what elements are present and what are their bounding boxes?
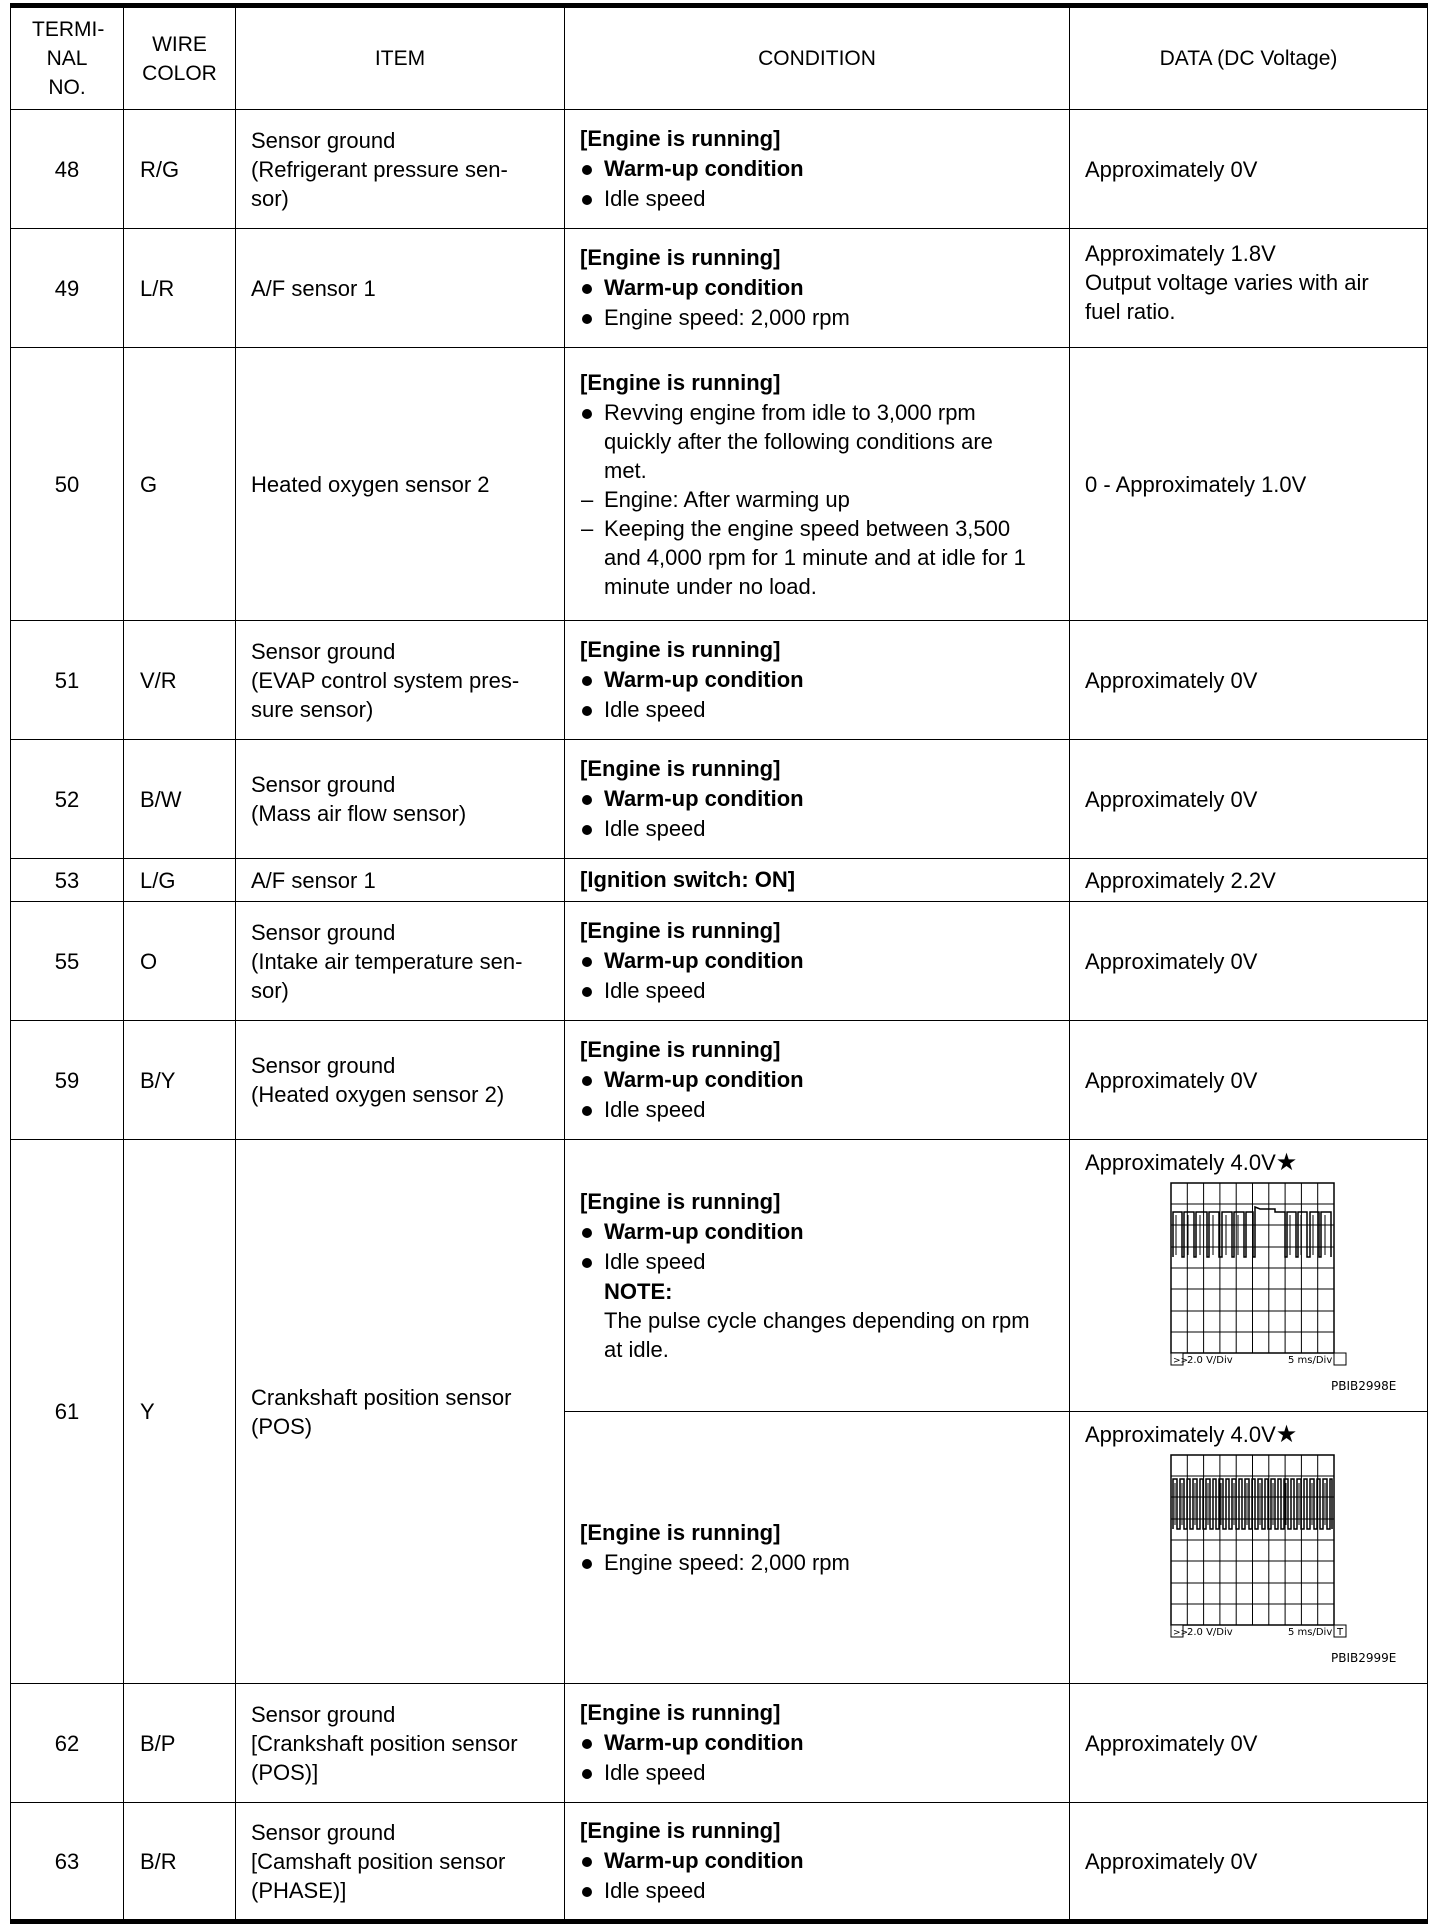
item-line: Sensor ground bbox=[251, 1701, 396, 1727]
bullet-line: quickly after the following conditions are bbox=[604, 428, 993, 454]
terminal-no: 63 bbox=[11, 1803, 124, 1922]
condition-cell bbox=[565, 621, 1070, 740]
data-value: Approximately 0V bbox=[1085, 786, 1258, 812]
scope-footer bbox=[1171, 1625, 1396, 1664]
item-line: (PHASE)] bbox=[251, 1877, 347, 1903]
item-line: Sensor ground bbox=[251, 919, 396, 945]
note-line: at idle. bbox=[604, 1337, 669, 1362]
voltage-text: Approximately 4.0V bbox=[1085, 1150, 1276, 1175]
dash-item: – Engine: After warming up bbox=[580, 485, 1059, 514]
header-condition: CONDITION bbox=[565, 6, 1070, 110]
scope-time-label: 5 ms/Div bbox=[1288, 1355, 1333, 1366]
pulse-trace bbox=[1173, 1479, 1332, 1529]
note bbox=[580, 1277, 1059, 1364]
item-cell bbox=[236, 621, 565, 740]
terminal-data-table bbox=[10, 3, 1428, 1924]
data-value: Approximately 1.8V bbox=[1085, 241, 1276, 266]
condition-title: [Engine is running] bbox=[580, 1700, 781, 1725]
item-cell bbox=[236, 859, 565, 902]
item-line: Sensor ground bbox=[251, 1819, 396, 1845]
data-cell bbox=[1070, 1140, 1428, 1412]
condition-cell bbox=[565, 110, 1070, 229]
oscilloscope-waveform-2000rpm bbox=[1085, 1449, 1417, 1664]
data-cell bbox=[1070, 621, 1428, 740]
bullet-item: Idle speed bbox=[580, 1876, 1059, 1906]
table-row bbox=[11, 859, 1428, 902]
dash-line: and 4,000 rpm for 1 minute and at idle for 1 bbox=[604, 544, 1026, 570]
data-cell bbox=[1070, 1412, 1428, 1684]
wire-color: R/G bbox=[124, 110, 236, 229]
scope-grid bbox=[1171, 1183, 1334, 1353]
data-cell bbox=[1070, 859, 1428, 902]
table-row bbox=[11, 1140, 1428, 1412]
data-cell bbox=[1070, 902, 1428, 1021]
item-line: sor) bbox=[251, 185, 289, 211]
bullet-item: Idle speed bbox=[580, 1095, 1059, 1125]
data-value: Output voltage varies with air bbox=[1085, 270, 1369, 295]
bullet-line: Revving engine from idle to 3,000 rpm bbox=[604, 399, 976, 425]
condition-cell bbox=[565, 1412, 1070, 1684]
wire-color: B/W bbox=[124, 740, 236, 859]
condition-title: [Engine is running] bbox=[580, 126, 781, 151]
svg-text:>>: >> bbox=[1173, 1628, 1189, 1638]
table-row bbox=[11, 740, 1428, 859]
note-label: NOTE: bbox=[604, 1279, 673, 1304]
bullet-item: Idle speed bbox=[580, 184, 1059, 214]
item-line: (POS) bbox=[251, 1413, 313, 1439]
scope-volt-label: 2.0 V/Div bbox=[1187, 1627, 1233, 1638]
bullet-item: Idle speed bbox=[580, 1758, 1059, 1788]
wire-color: B/R bbox=[124, 1803, 236, 1922]
item-line: (Heated oxygen sensor 2) bbox=[251, 1082, 505, 1107]
table-row bbox=[11, 621, 1428, 740]
item-line: Sensor ground bbox=[251, 1053, 396, 1078]
wire-color: G bbox=[124, 348, 236, 621]
bullet-line: met. bbox=[604, 457, 647, 483]
wire-color: Y bbox=[124, 1140, 236, 1684]
wire-color: B/P bbox=[124, 1684, 236, 1803]
bullet-item: Warm-up condition bbox=[580, 1728, 1059, 1758]
item-line: Crankshaft position sensor bbox=[251, 1384, 512, 1410]
data-value: Approximately 0V bbox=[1085, 667, 1258, 693]
item-line: A/F sensor 1 bbox=[251, 867, 376, 893]
star-icon: ★ bbox=[1275, 1149, 1298, 1176]
bullet-item: Idle speed bbox=[580, 814, 1059, 844]
terminal-no: 59 bbox=[11, 1021, 124, 1140]
waveform-figure bbox=[1085, 1177, 1425, 1392]
bullet-item: Warm-up condition bbox=[580, 154, 1059, 184]
condition-cell bbox=[565, 902, 1070, 1021]
dash-item bbox=[580, 514, 1059, 601]
terminal-no: 55 bbox=[11, 902, 124, 1021]
table-row bbox=[11, 348, 1428, 621]
header-row bbox=[11, 6, 1428, 110]
terminal-no: 53 bbox=[11, 859, 124, 902]
data-value bbox=[1085, 1148, 1417, 1177]
data-value: 0 - Approximately 1.0V bbox=[1085, 471, 1307, 497]
data-cell bbox=[1070, 1021, 1428, 1140]
data-value: Approximately 2.2V bbox=[1085, 867, 1276, 893]
table-row bbox=[11, 1684, 1428, 1803]
bullet-item: Warm-up condition bbox=[580, 1217, 1059, 1247]
condition-cell bbox=[565, 1803, 1070, 1922]
terminal-no: 62 bbox=[11, 1684, 124, 1803]
item-line: (POS)] bbox=[251, 1759, 319, 1785]
condition-title: [Engine is running] bbox=[580, 245, 781, 270]
header-data: DATA (DC Voltage) bbox=[1070, 6, 1428, 110]
item-line: Heated oxygen sensor 2 bbox=[251, 471, 490, 497]
data-value: fuel ratio. bbox=[1085, 299, 1176, 324]
terminal-no: 49 bbox=[11, 229, 124, 348]
condition-title: [Engine is running] bbox=[580, 918, 781, 943]
condition-title: [Engine is running] bbox=[580, 1037, 781, 1062]
item-line: sor) bbox=[251, 977, 289, 1003]
condition-cell bbox=[565, 348, 1070, 621]
item-cell bbox=[236, 110, 565, 229]
condition-cell bbox=[565, 859, 1070, 902]
condition-cell bbox=[565, 1140, 1070, 1412]
bullet-item: Warm-up condition bbox=[580, 273, 1059, 303]
item-line: Sensor ground bbox=[251, 772, 396, 797]
condition-cell bbox=[565, 740, 1070, 859]
item-cell bbox=[236, 229, 565, 348]
scope-time-label: 5 ms/Div bbox=[1288, 1627, 1333, 1638]
terminal-no: 51 bbox=[11, 621, 124, 740]
data-cell bbox=[1070, 740, 1428, 859]
item-cell bbox=[236, 740, 565, 859]
bullet-item: Warm-up condition bbox=[580, 946, 1059, 976]
condition-title: [Engine is running] bbox=[580, 1189, 781, 1214]
bullet-item: Idle speed bbox=[580, 695, 1059, 725]
item-cell bbox=[236, 1684, 565, 1803]
condition-title: [Engine is running] bbox=[580, 1818, 781, 1843]
scope-trigger-label: T bbox=[1337, 1627, 1344, 1638]
bullet-item: Warm-up condition bbox=[580, 1846, 1059, 1876]
condition-title: [Engine is running] bbox=[580, 1519, 781, 1545]
data-value: Approximately 0V bbox=[1085, 1730, 1258, 1756]
data-value: Approximately 0V bbox=[1085, 948, 1258, 974]
note-line: The pulse cycle changes depending on rpm bbox=[604, 1308, 1030, 1333]
scope-footer bbox=[1171, 1353, 1396, 1392]
bullet-item: Idle speed bbox=[580, 976, 1059, 1006]
header-wire-color: WIRE COLOR bbox=[124, 6, 236, 110]
condition-cell bbox=[565, 1684, 1070, 1803]
bullet-item: Engine speed: 2,000 rpm bbox=[580, 303, 1059, 333]
figure-id: PBIB2998E bbox=[1331, 1379, 1397, 1392]
item-line: (Refrigerant pressure sen- bbox=[251, 156, 508, 182]
item-line: [Camshaft position sensor bbox=[251, 1848, 506, 1874]
data-value bbox=[1085, 1420, 1417, 1449]
figure-id: PBIB2999E bbox=[1331, 1651, 1397, 1664]
table-row bbox=[11, 902, 1428, 1021]
item-cell bbox=[236, 1140, 565, 1684]
svg-text:>>: >> bbox=[1173, 1356, 1189, 1366]
terminal-no: 48 bbox=[11, 110, 124, 229]
data-cell bbox=[1070, 229, 1428, 348]
item-cell bbox=[236, 902, 565, 1021]
bullet-item: Warm-up condition bbox=[580, 784, 1059, 814]
terminal-no: 50 bbox=[11, 348, 124, 621]
bullet-item: Engine speed: 2,000 rpm bbox=[580, 1548, 1059, 1578]
table-row bbox=[11, 1021, 1428, 1140]
wire-color: B/Y bbox=[124, 1021, 236, 1140]
wire-color: O bbox=[124, 902, 236, 1021]
condition-cell bbox=[565, 1021, 1070, 1140]
data-cell bbox=[1070, 110, 1428, 229]
wire-color: L/R bbox=[124, 229, 236, 348]
terminal-no: 52 bbox=[11, 740, 124, 859]
voltage-text: Approximately 4.0V bbox=[1085, 1422, 1276, 1447]
item-line: sure sensor) bbox=[251, 696, 374, 722]
condition-title: [Ignition switch: ON] bbox=[580, 867, 796, 892]
item-line: (EVAP control system pres- bbox=[251, 667, 520, 693]
item-cell bbox=[236, 348, 565, 621]
item-line: Sensor ground bbox=[251, 127, 396, 153]
oscilloscope-waveform-idle bbox=[1085, 1177, 1417, 1392]
condition-title: [Engine is running] bbox=[580, 756, 781, 781]
condition-title: [Engine is running] bbox=[580, 637, 781, 662]
data-value: Approximately 0V bbox=[1085, 1067, 1258, 1093]
terminal-no: 61 bbox=[11, 1140, 124, 1684]
scope-volt-label: 2.0 V/Div bbox=[1187, 1355, 1233, 1366]
item-cell bbox=[236, 1021, 565, 1140]
condition-cell bbox=[565, 229, 1070, 348]
dash-line: – Keeping the engine speed between 3,500 bbox=[604, 515, 1011, 541]
data-cell bbox=[1070, 1684, 1428, 1803]
table-row bbox=[11, 1803, 1428, 1922]
table-row bbox=[11, 229, 1428, 348]
item-line: [Crankshaft position sensor bbox=[251, 1730, 518, 1756]
wire-color: V/R bbox=[124, 621, 236, 740]
bullet-item: Warm-up condition bbox=[580, 665, 1059, 695]
table-row bbox=[11, 110, 1428, 229]
dash-line: minute under no load. bbox=[604, 573, 817, 599]
item-line: (Intake air temperature sen- bbox=[251, 948, 523, 974]
data-cell bbox=[1070, 1803, 1428, 1922]
waveform-figure bbox=[1085, 1449, 1425, 1664]
pulse-trace-dup bbox=[1176, 1215, 1325, 1255]
data-cell bbox=[1070, 348, 1428, 621]
item-line: Sensor ground bbox=[251, 638, 396, 664]
header-item: ITEM bbox=[236, 6, 565, 110]
condition-title: [Engine is running] bbox=[580, 369, 781, 395]
star-icon: ★ bbox=[1275, 1421, 1298, 1448]
data-value: Approximately 0V bbox=[1085, 1848, 1258, 1874]
bullet-item bbox=[580, 398, 1059, 485]
item-line: A/F sensor 1 bbox=[251, 275, 376, 301]
data-value: Approximately 0V bbox=[1085, 156, 1258, 182]
bullet-item: Warm-up condition bbox=[580, 1065, 1059, 1095]
wire-color: L/G bbox=[124, 859, 236, 902]
header-terminal: TERMI-NAL NO. bbox=[11, 6, 124, 110]
item-cell bbox=[236, 1803, 565, 1922]
item-line: (Mass air flow sensor) bbox=[251, 801, 467, 826]
bullet-item: Idle speed bbox=[580, 1247, 1059, 1277]
